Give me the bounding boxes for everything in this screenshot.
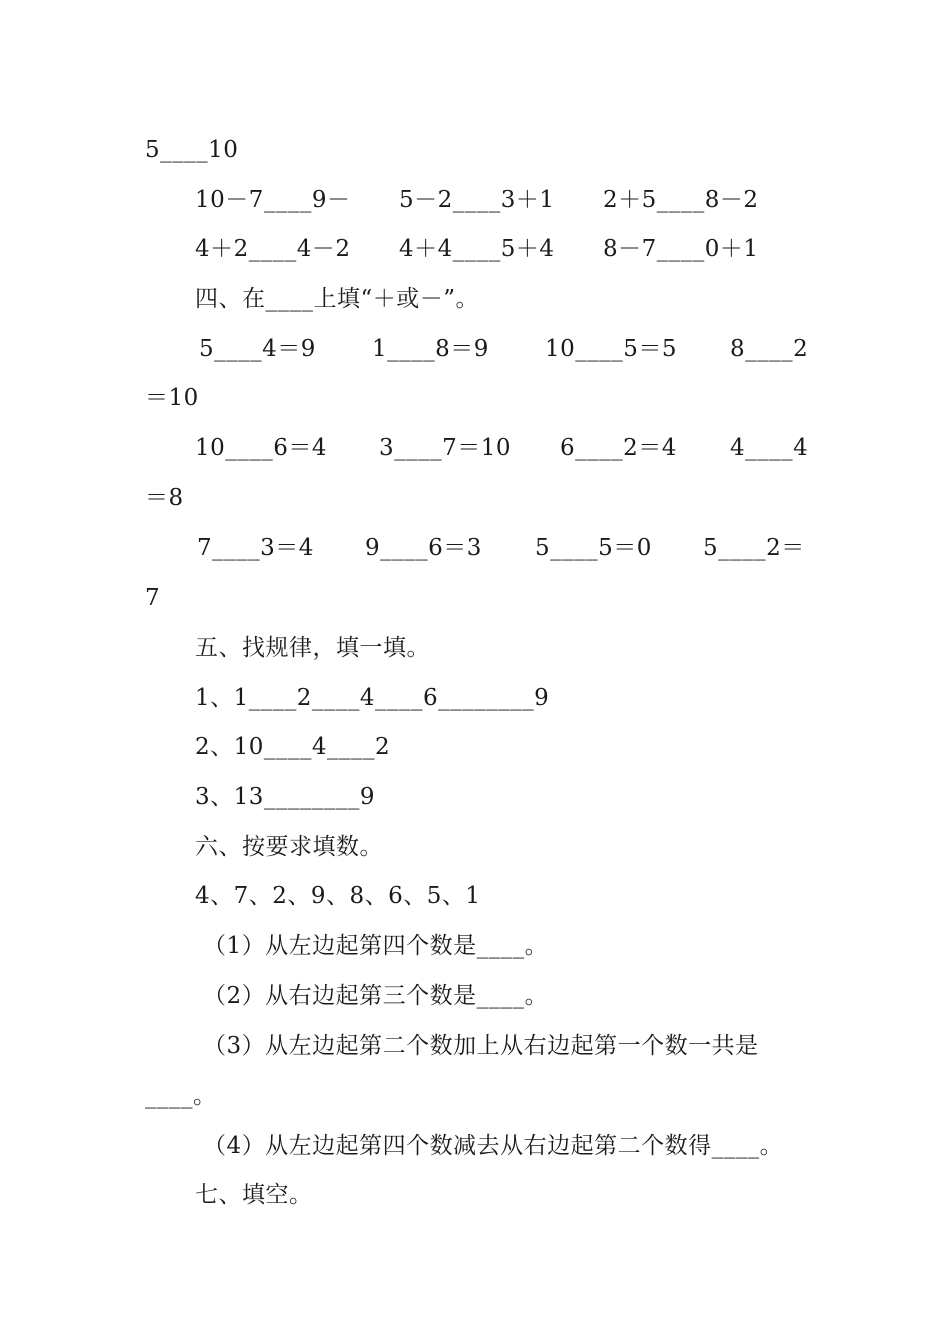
text-line: 1____8＝9 bbox=[372, 336, 489, 362]
text-line: 2、10____4____2 bbox=[195, 734, 391, 760]
text-line: 8____2 bbox=[730, 336, 809, 362]
text-line: 7 bbox=[145, 585, 161, 611]
text-line: 9____6＝3 bbox=[365, 535, 482, 561]
text-line: 6____2＝4 bbox=[560, 435, 677, 461]
text-line: （2）从右边起第三个数是____。 bbox=[203, 983, 549, 1009]
text-line: 5____10 bbox=[145, 137, 239, 163]
text-line: 7____3＝4 bbox=[197, 535, 314, 561]
text-line: 4＋4____5＋4 bbox=[399, 236, 555, 262]
text-line: （4）从左边起第四个数减去从右边起第二个数得____。 bbox=[203, 1133, 784, 1159]
text-line: 4____4 bbox=[730, 435, 809, 461]
text-line: 5____2＝ bbox=[703, 535, 805, 561]
text-line: （1）从左边起第四个数是____。 bbox=[203, 933, 549, 959]
text-line: ____。 bbox=[145, 1083, 217, 1109]
text-line: 4＋2____4－2 bbox=[195, 236, 351, 262]
text-line: ＝8 bbox=[145, 485, 184, 511]
text-line: 3____7＝10 bbox=[379, 435, 512, 461]
text-line: 1、1____2____4____6________9 bbox=[195, 685, 550, 711]
text-line: ＝10 bbox=[145, 385, 199, 411]
text-line: （3）从左边起第二个数加上从右边起第一个数一共是 bbox=[203, 1033, 759, 1059]
section-heading: 七、填空。 bbox=[195, 1182, 313, 1208]
text-line: 4、7、2、9、8、6、5、1 bbox=[195, 883, 481, 909]
text-line: 10____6＝4 bbox=[195, 435, 328, 461]
text-line: 5____4＝9 bbox=[199, 336, 316, 362]
text-line: 3、13________9 bbox=[195, 784, 376, 810]
text-line: 2＋5____8－2 bbox=[603, 187, 759, 213]
text-line: 8－7____0＋1 bbox=[603, 236, 759, 262]
text-line: 10____5＝5 bbox=[545, 336, 678, 362]
section-heading: 六、按要求填数。 bbox=[195, 834, 383, 860]
text-line: 5____5＝0 bbox=[535, 535, 652, 561]
section-heading: 五、找规律，填一填。 bbox=[195, 635, 430, 661]
text-line: 5－2____3＋1 bbox=[399, 187, 555, 213]
section-heading: 四、在____上填“＋或－”。 bbox=[195, 286, 480, 312]
text-line: 10－7____9－ bbox=[195, 187, 351, 213]
